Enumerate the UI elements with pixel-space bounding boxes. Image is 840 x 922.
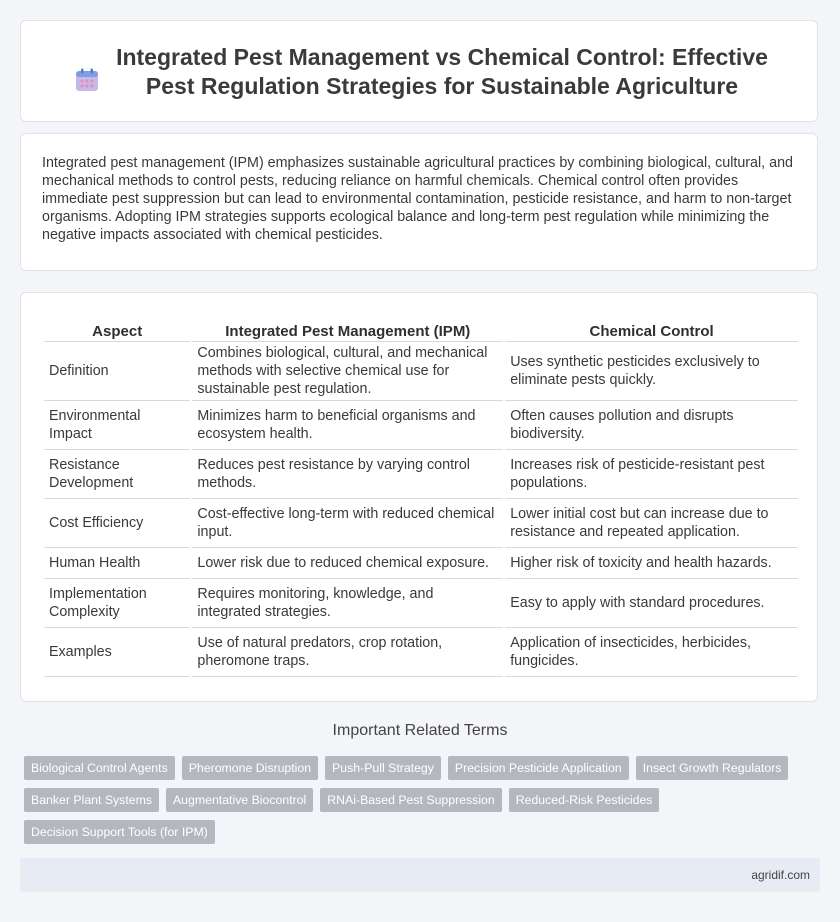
ipm-cell: Combines biological, cultural, and mechanical methods with selective chemical use for sustainable pest regulation.	[192, 342, 503, 401]
ipm-cell: Requires monitoring, knowledge, and integrated strategies.	[192, 579, 503, 628]
ipm-cell: Minimizes harm to beneficial organisms and ecosystem health.	[192, 401, 503, 450]
table-row	[44, 548, 798, 579]
aspect-cell: Cost Efficiency	[44, 499, 190, 548]
related-tag[interactable]: RNAi-Based Pest Suppression	[320, 788, 501, 812]
summary-card	[20, 133, 818, 271]
comparison-table-card	[20, 292, 818, 702]
page-title: Integrated Pest Management vs Chemical Control: Effective Pest Regulation Strategies for Sustainable Agriculture	[116, 44, 768, 99]
chemical-cell: Higher risk of toxicity and health hazards.	[505, 548, 798, 579]
related-tag[interactable]: Pheromone Disruption	[182, 756, 318, 780]
table-row	[44, 342, 798, 401]
chemical-cell: Application of insecticides, herbicides, fungicides.	[505, 628, 798, 677]
comparison-table	[42, 313, 800, 677]
summary-paragraph: Integrated pest management (IPM) emphasizes sustainable agricultural practices by combining biological, cultural, and mechanical methods to control pests, reducing reliance on harmful chemicals. Chemical control often provides immediate pest suppression but can lead to environmental contamination, pesticide resistance, and harm to non-target organisms. Adopting IPM strategies supports ecological balance and long-term pest regulation while minimizing the negative impacts associated with chemical pesticides.	[42, 155, 793, 243]
related-tag[interactable]: Decision Support Tools (for IPM)	[24, 820, 215, 844]
header-aspect: Aspect	[44, 313, 190, 342]
aspect-cell: Definition	[44, 342, 190, 401]
related-tag[interactable]: Insect Growth Regulators	[636, 756, 789, 780]
chemical-cell: Uses synthetic pesticides exclusively to eliminate pests quickly.	[505, 342, 798, 401]
related-tag[interactable]: Push-Pull Strategy	[325, 756, 441, 780]
related-tag[interactable]: Banker Plant Systems	[24, 788, 159, 812]
table-row	[44, 628, 798, 677]
table-header-row	[44, 313, 798, 342]
aspect-cell: Human Health	[44, 548, 190, 579]
ipm-cell: Lower risk due to reduced chemical exposure.	[192, 548, 503, 579]
chemical-cell: Often causes pollution and disrupts biodiversity.	[505, 401, 798, 450]
related-tags-row	[24, 788, 659, 812]
header-chemical: Chemical Control	[505, 313, 798, 342]
chemical-cell: Increases risk of pesticide-resistant pest populations.	[505, 450, 798, 499]
aspect-cell: Resistance Development	[44, 450, 190, 499]
ipm-cell: Reduces pest resistance by varying control methods.	[192, 450, 503, 499]
table-row	[44, 401, 798, 450]
table-row	[44, 499, 798, 548]
chemical-cell: Easy to apply with standard procedures.	[505, 579, 798, 628]
related-terms-heading: Important Related Terms	[332, 722, 508, 739]
aspect-cell: Examples	[44, 628, 190, 677]
ipm-cell: Use of natural predators, crop rotation, pheromone traps.	[192, 628, 503, 677]
related-tag[interactable]: Augmentative Biocontrol	[166, 788, 313, 812]
table-row	[44, 450, 798, 499]
related-tags-row	[24, 756, 788, 780]
table-row	[44, 579, 798, 628]
related-tags-row	[24, 820, 215, 844]
aspect-cell: Environmental Impact	[44, 401, 190, 450]
chemical-cell: Lower initial cost but can increase due to resistance and repeated application.	[505, 499, 798, 548]
related-tag[interactable]: Precision Pesticide Application	[448, 756, 629, 780]
header-ipm: Integrated Pest Management (IPM)	[192, 313, 503, 342]
site-link[interactable]: agridif.com	[751, 868, 810, 882]
related-tag[interactable]: Biological Control Agents	[24, 756, 175, 780]
footer	[20, 858, 820, 892]
related-tag[interactable]: Reduced-Risk Pesticides	[509, 788, 660, 812]
ipm-cell: Cost-effective long-term with reduced chemical input.	[192, 499, 503, 548]
aspect-cell: Implementation Complexity	[44, 579, 190, 628]
